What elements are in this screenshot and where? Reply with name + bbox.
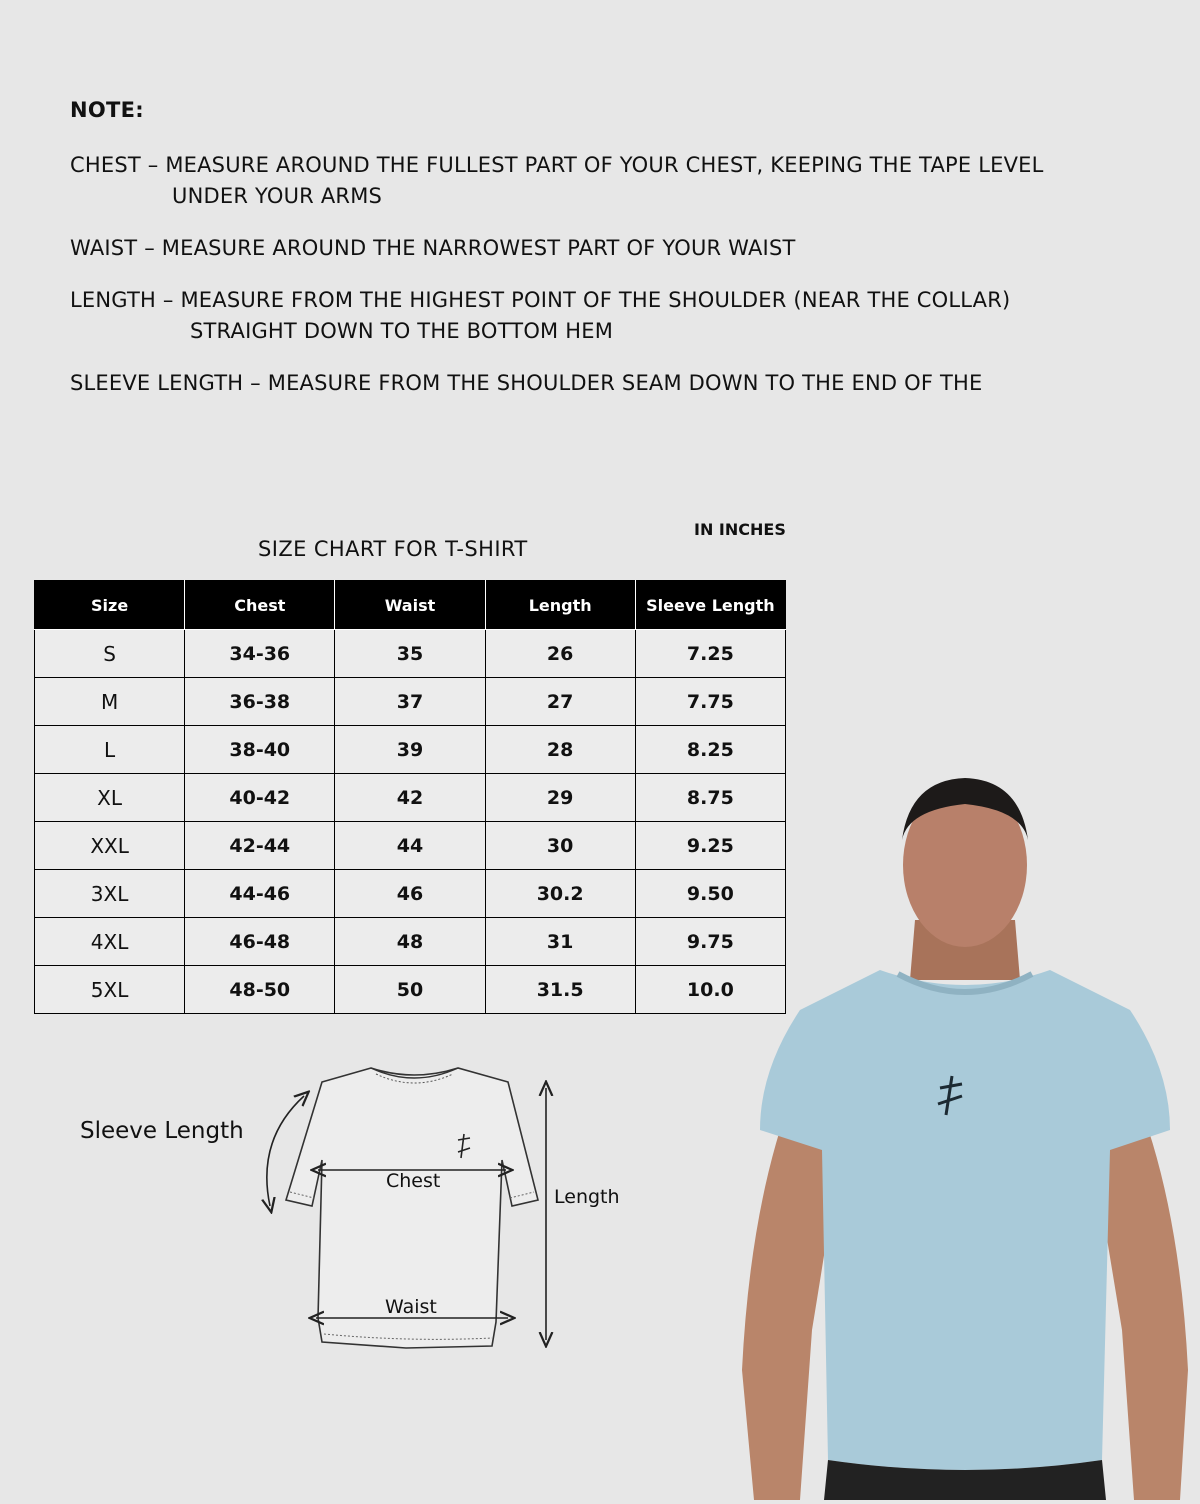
table-row (35, 966, 786, 1014)
chest-cell: 38-40 (185, 726, 335, 774)
table-row (35, 918, 786, 966)
chest-cell: 46-48 (185, 918, 335, 966)
note-waist-line1: WAIST – MEASURE AROUND THE NARROWEST PART OF YOUR WAIST (70, 236, 796, 260)
sleeve-length-cell: 10.0 (635, 966, 785, 1014)
length-cell: 26 (485, 630, 635, 678)
size-table (34, 580, 786, 1014)
chest-label: Chest (386, 1170, 441, 1192)
chest-cell: 42-44 (185, 822, 335, 870)
note-sleeve-line1: SLEEVE LENGTH – MEASURE FROM THE SHOULDER SEAM DOWN TO THE END OF THE (70, 371, 983, 395)
waist-cell: 44 (335, 822, 485, 870)
waist-label: Waist (385, 1296, 437, 1318)
waist-cell: 50 (335, 966, 485, 1014)
tshirt-measurement-diagram (60, 1060, 660, 1360)
note-chest-line2: UNDER YOUR ARMS (172, 184, 383, 208)
tshirt-outline-drawing (60, 1060, 660, 1360)
length-cell: 27 (485, 678, 635, 726)
size-cell: XL (35, 774, 185, 822)
model-photo (730, 770, 1200, 1500)
length-cell: 28 (485, 726, 635, 774)
size-cell: M (35, 678, 185, 726)
note-sleeve (70, 368, 1180, 399)
sleeve-length-cell: 9.50 (635, 870, 785, 918)
size-cell: XXL (35, 822, 185, 870)
sleeve-length-cell: 9.25 (635, 822, 785, 870)
waist-cell: 48 (335, 918, 485, 966)
column-header-sleeve-length: Sleeve Length (635, 581, 785, 630)
chest-cell: 36-38 (185, 678, 335, 726)
table-row (35, 822, 786, 870)
note-length-line2: STRAIGHT DOWN TO THE BOTTOM HEM (190, 319, 614, 343)
length-label: Length (554, 1186, 620, 1208)
waist-cell: 46 (335, 870, 485, 918)
waist-cell: 37 (335, 678, 485, 726)
waist-cell: 35 (335, 630, 485, 678)
size-cell: 3XL (35, 870, 185, 918)
chart-title: SIZE CHART FOR T-SHIRT (258, 537, 528, 561)
model-illustration (730, 770, 1200, 1500)
measurement-notes (70, 98, 1180, 420)
note-waist (70, 233, 1180, 264)
sleeve-length-cell: 8.75 (635, 774, 785, 822)
length-cell: 29 (485, 774, 635, 822)
note-chest (70, 150, 1180, 212)
table-row (35, 678, 786, 726)
table-row (35, 870, 786, 918)
sleeve-length-label: Sleeve Length (80, 1118, 244, 1144)
unit-label: IN INCHES (694, 520, 786, 539)
column-header-waist: Waist (335, 581, 485, 630)
length-cell: 31.5 (485, 966, 635, 1014)
chest-cell: 40-42 (185, 774, 335, 822)
size-cell: 5XL (35, 966, 185, 1014)
size-cell: S (35, 630, 185, 678)
sleeve-length-cell: 7.25 (635, 630, 785, 678)
note-length (70, 285, 1180, 347)
sleeve-length-cell: 9.75 (635, 918, 785, 966)
size-cell: L (35, 726, 185, 774)
note-length-line1: LENGTH – MEASURE FROM THE HIGHEST POINT OF THE SHOULDER (NEAR THE COLLAR) (70, 288, 1011, 312)
waist-cell: 42 (335, 774, 485, 822)
note-heading: NOTE: (70, 98, 144, 122)
table-header-row (35, 581, 786, 630)
sleeve-length-cell: 7.75 (635, 678, 785, 726)
column-header-size: Size (35, 581, 185, 630)
note-chest-line1: CHEST – MEASURE AROUND THE FULLEST PART OF YOUR CHEST, KEEPING THE TAPE LEVEL (70, 153, 1044, 177)
length-cell: 31 (485, 918, 635, 966)
column-header-chest: Chest (185, 581, 335, 630)
waist-cell: 39 (335, 726, 485, 774)
sleeve-length-cell: 8.25 (635, 726, 785, 774)
table-row (35, 774, 786, 822)
size-cell: 4XL (35, 918, 185, 966)
length-cell: 30 (485, 822, 635, 870)
column-header-length: Length (485, 581, 635, 630)
chest-cell: 34-36 (185, 630, 335, 678)
table-row (35, 630, 786, 678)
table-row (35, 726, 786, 774)
length-cell: 30.2 (485, 870, 635, 918)
chest-cell: 44-46 (185, 870, 335, 918)
chest-cell: 48-50 (185, 966, 335, 1014)
